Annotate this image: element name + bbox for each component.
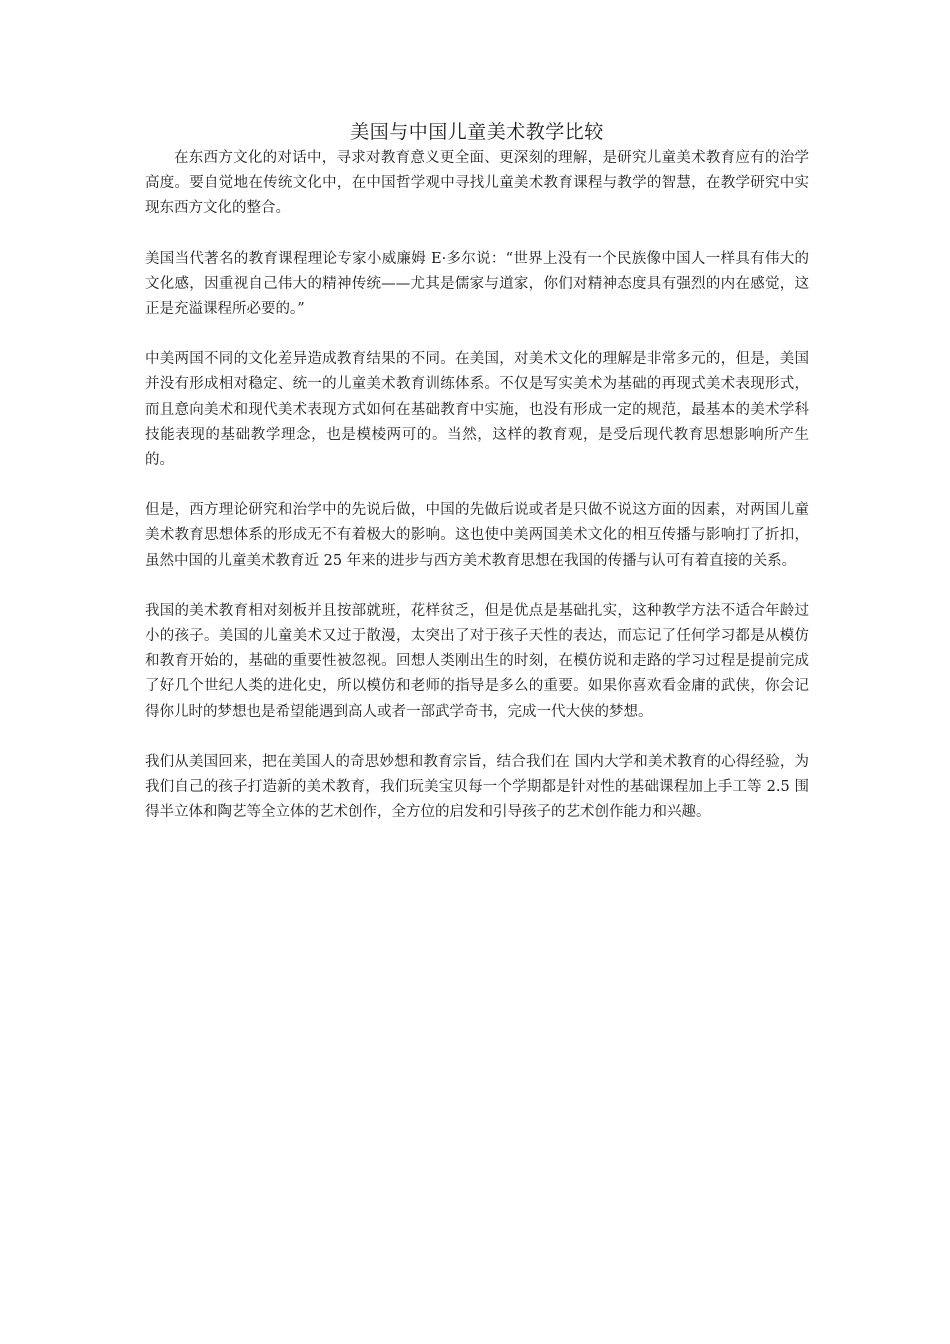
paragraph-intro: 在东西方文化的对话中，寻求对教育意义更全面、更深刻的理解，是研究儿童美术教育应有的治学高度。要自觉地在传统文化中，在中国哲学观中寻找儿童美术教育课程与教学的智慧，在教学研究中实现东西方文化的整合。 [145,150,809,217]
paragraph-conclusion: 我们从美国回来，把在美国人的奇思妙想和教育宗旨，结合我们在 国内大学和美术教育的心得经验，为我们自己的孩子打造新的美术教育，我们玩美宝贝每一个学期都是针对性的基础课程加上手工等 2.5 围得半立体和陶艺等全立体的艺术创作，全方位的启发和引导孩子的艺术创作能力和兴趣。 [145,753,809,821]
document-page [145,118,809,850]
paragraph-cultural-difference: 中美两国不同的文化差异造成教育结果的不同。在美国，对美术文化的理解是非常多元的，但是，美国并没有形成相对稳定、统一的儿童美术教育训练体系。不仅是写实美术为基础的再现式美术表现形式，而且意向美术和现代美术表现方式如何在基础教育中实施，也没有形成一定的规范，最基本的美术学科技能表现的基础教学理念，也是模棱两可的。当然，这样的教育观，是受后现代教育思想影响所产生的。 [145,351,809,469]
paragraph-theory-practice: 但是，西方理论研究和治学中的先说后做，中国的先做后说或者是只做不说这方面的因素，对两国儿童美术教育思想体系的形成无不有着极大的影响。这也使中美两国美术文化的相互传播与影响打了折扣，虽然中国的儿童美术教育近 25 年来的进步与西方美术教育思想在我国的传播与认可有着直接的关系。 [145,502,809,569]
document-title: 美国与中国儿童美术教学比较 [350,121,604,143]
paragraph-doll-quote: 美国当代著名的教育课程理论专家小威廉姆 E·多尔说：“世界上没有一个民族像中国人一样具有伟大的文化感，因重视自己伟大的精神传统——尤其是儒家与道家，你们对精神态度具有强烈的内在感觉，这正是充溢课程所必要的。” [145,250,809,318]
paragraph-comparison: 我国的美术教育相对刻板并且按部就班，花样贫乏，但是优点是基础扎实，这种教学方法不适合年龄过小的孩子。美国的儿童美术又过于散漫，太突出了对于孩子天性的表达，而忘记了任何学习都是从模仿和教育开始的，基础的重要性被忽视。回想人类刚出生的时刻，在模仿说和走路的学习过程是提前完成了好几个世纪人类的进化史，所以模仿和老师的指导是多么的重要。如果你喜欢看金庸的武侠，你会记得你儿时的梦想也是希望能遇到高人或者一部武学奇书，完成一代大侠的梦想。 [145,602,809,720]
